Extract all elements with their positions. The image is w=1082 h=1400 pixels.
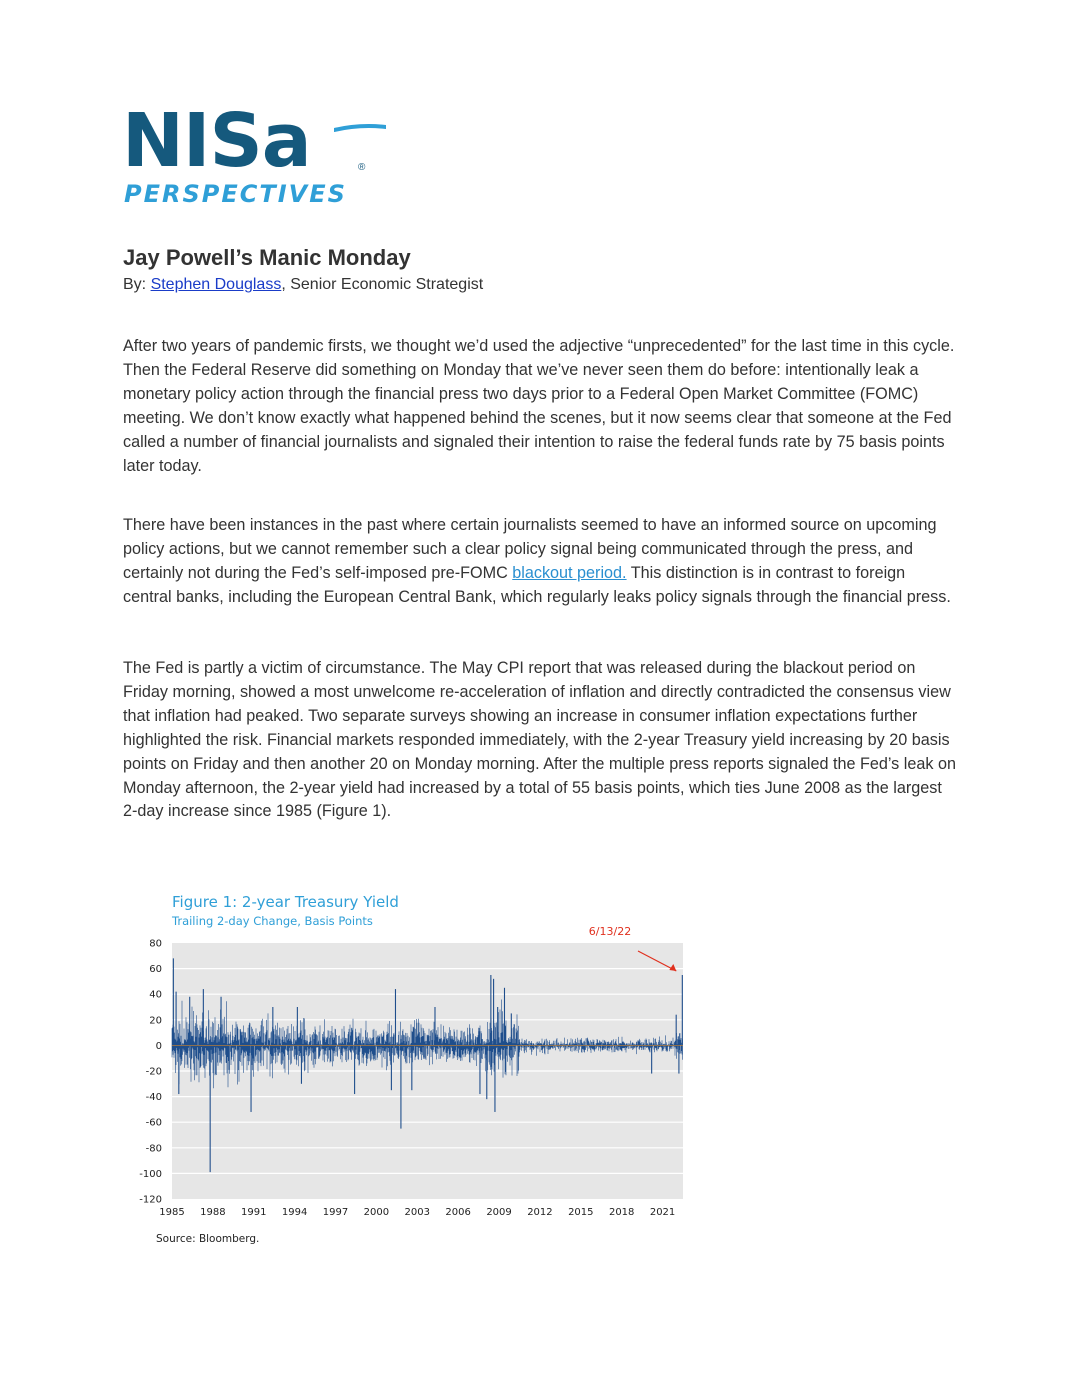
paragraph-intro: After two years of pandemic firsts, we thought we’d used the adjective “unprecedented” for the last time in this cycle. Then the Federal Reserve did something on Monday that we’ve never seen them do before: intentionally leak a monetary policy action through the financial press two days prior to a Federal Open Market Committee (FOMC) meeting. We don’t know exactly what happened behind the scenes, but it now seems clear that someone at the Fed called a number of financial journalists and signaled their intention to raise the federal funds rate by 75 basis points later today.: [123, 337, 955, 475]
x-tick-label: 2006: [445, 1207, 471, 1218]
paragraph-circumstance: The Fed is partly a victim of circumstance. The May CPI report that was released during the blackout period on Friday morning, showed a most unwelcome re-acceleration of inflation and directly contradicted the consensus view that inflation had peaked. Two separate surveys showing an increase in consumer inflation expectations further highlighted the risk. Financial markets responded immediately, with the 2-year Treasury yield increasing by 20 basis points on Friday and then another 20 on Monday morning. After the multiple press reports signaled the Fed’s leak on Monday afternoon, the 2-year yield had increased by a total of 55 basis points, which ties June 2008 as the largest 2-day increase since 1985 (Figure 1).: [123, 659, 956, 821]
x-tick-label: 2012: [527, 1207, 553, 1218]
y-tick-label: 20: [149, 1015, 162, 1027]
logo-subtitle: PERSPECTIVES: [124, 180, 347, 208]
x-tick-label: 2000: [363, 1207, 390, 1218]
y-tick-label: 40: [149, 989, 162, 1001]
annotation-label: 6/13/22: [588, 925, 632, 938]
chart-subtitle: Trailing 2-day Change, Basis Points: [172, 914, 373, 928]
x-tick-label: 1997: [322, 1207, 349, 1218]
y-tick-label: -120: [139, 1194, 162, 1206]
article-title: Jay Powell’s Manic Monday: [123, 245, 411, 270]
treasury-yield-chart: [120, 893, 700, 1233]
x-tick-label: 2015: [568, 1207, 594, 1218]
logo-wordmark: NISa: [122, 98, 311, 184]
y-tick-label: 0: [155, 1040, 162, 1052]
byline-prefix: By:: [123, 276, 151, 293]
y-tick-label: -100: [139, 1168, 162, 1180]
x-tick-label: 1991: [241, 1207, 267, 1218]
byline-role: , Senior Economic Strategist: [281, 276, 484, 293]
x-tick-label: 1985: [159, 1207, 185, 1218]
x-tick-label: 2003: [404, 1207, 431, 1218]
y-tick-label: -20: [145, 1066, 162, 1078]
registered-mark: ®: [358, 162, 366, 173]
byline: [123, 274, 483, 296]
logo-swoosh-icon: [334, 124, 386, 132]
y-tick-label: 80: [149, 938, 162, 950]
nisa-perspectives-logo: [122, 98, 382, 212]
x-tick-label: 2018: [608, 1207, 635, 1218]
x-tick-label: 2009: [486, 1207, 512, 1218]
author-link[interactable]: Stephen Douglass: [150, 276, 282, 293]
paragraph-blackout-text-b: This distinction is in contrast to foreign central banks, including the European Central Bank, which regularly leaks policy signals through the financial press.: [123, 563, 951, 606]
x-tick-label: 1994: [281, 1207, 308, 1218]
chart-title: Figure 1: 2-year Treasury Yield: [172, 893, 399, 911]
y-tick-label: -60: [145, 1117, 162, 1129]
y-tick-label: -80: [145, 1143, 162, 1155]
x-tick-label: 2021: [649, 1207, 676, 1218]
x-tick-label: 1988: [200, 1207, 226, 1218]
blackout-period-link[interactable]: blackout period.: [512, 563, 627, 582]
y-tick-label: 60: [149, 964, 162, 976]
y-tick-label: -40: [145, 1092, 162, 1104]
paragraph-blackout: [123, 514, 958, 610]
chart-source: Source: Bloomberg.: [156, 1233, 260, 1245]
paragraph-blackout-text-a: There have been instances in the past where certain journalists seemed to have an informed source on upcoming policy actions, but we cannot remember such a clear policy signal being communicated through the press, and certainly not during the Fed’s self-imposed pre-FOMC: [123, 516, 937, 582]
figure-1: [120, 893, 700, 1253]
